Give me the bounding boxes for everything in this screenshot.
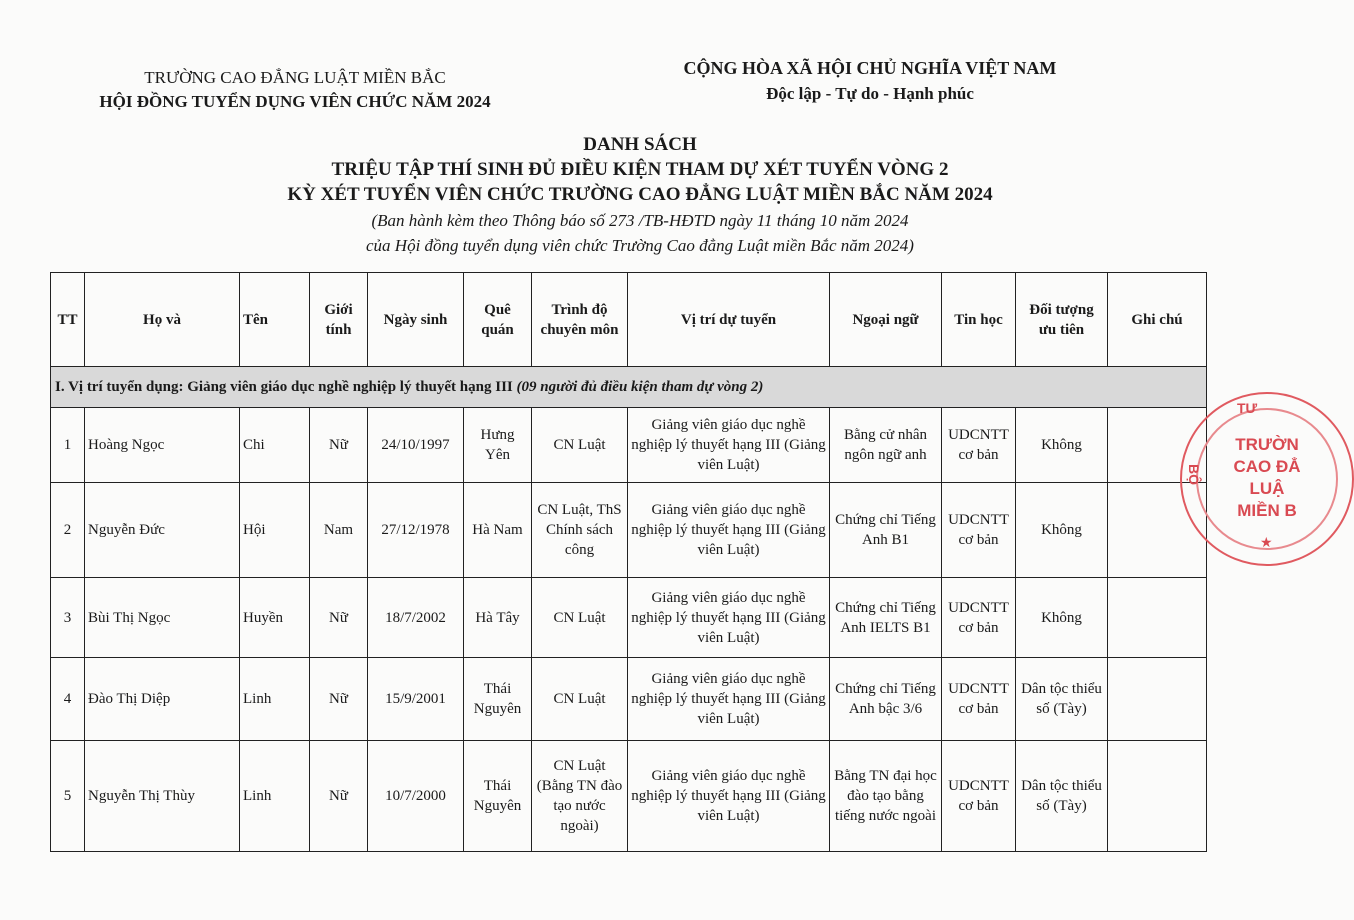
cell-que-quan: Hưng Yên <box>464 408 532 483</box>
table-row <box>51 483 1207 578</box>
cell-ho: Nguyễn Thị Thùy <box>85 741 240 852</box>
cell-tin-hoc: UDCNTT cơ bản <box>942 483 1016 578</box>
cell-gioi-tinh: Nữ <box>310 741 368 852</box>
cell-ghi-chu <box>1108 741 1207 852</box>
cell-ngay-sinh: 18/7/2002 <box>368 578 464 658</box>
cell-vi-tri: Giảng viên giáo dục nghề nghiệp lý thuyết hạng III (Giảng viên Luật) <box>628 483 830 578</box>
subtitle-line-1: (Ban hành kèm theo Thông báo số 273 /TB-HĐTD ngày 11 tháng 10 năm 2024 <box>371 211 909 230</box>
cell-que-quan: Thái Nguyên <box>464 658 532 741</box>
cell-ten: Linh <box>240 741 310 852</box>
title-line-3: KỲ XÉT TUYỂN VIÊN CHỨC TRƯỜNG CAO ĐẲNG LUẬT MIỀN BẮC NĂM 2024 <box>287 184 993 205</box>
cell-tin-hoc: UDCNTT cơ bản <box>942 408 1016 483</box>
cell-tt: 2 <box>51 483 85 578</box>
cell-que-quan: Hà Tây <box>464 578 532 658</box>
cell-uu-tien: Không <box>1016 408 1108 483</box>
cell-tt: 5 <box>51 741 85 852</box>
cell-uu-tien: Dân tộc thiểu số (Tày) <box>1016 741 1108 852</box>
cell-ngay-sinh: 10/7/2000 <box>368 741 464 852</box>
cell-ngoai-ngu: Chứng chỉ Tiếng Anh IELTS B1 <box>830 578 942 658</box>
header-trinh-do: Trình độ chuyên môn <box>532 273 628 367</box>
seal-line-3: LUẬ <box>1249 479 1285 498</box>
cell-que-quan: Thái Nguyên <box>464 741 532 852</box>
cell-ngoai-ngu: Bằng TN đại học đào tạo bằng tiếng nước ngoài <box>830 741 942 852</box>
header-ho: Họ và <box>85 273 240 367</box>
cell-vi-tri: Giảng viên giáo dục nghề nghiệp lý thuyết hạng III (Giảng viên Luật) <box>628 578 830 658</box>
header-tin-hoc: Tin học <box>942 273 1016 367</box>
candidate-table <box>50 272 1207 852</box>
cell-ho: Nguyễn Đức <box>85 483 240 578</box>
cell-ngoai-ngu: Bằng cử nhân ngôn ngữ anh <box>830 408 942 483</box>
title-line-2: TRIỆU TẬP THÍ SINH ĐỦ ĐIỀU KIỆN THAM DỰ XÉT TUYỂN VÒNG 2 <box>331 159 949 180</box>
official-seal <box>1180 392 1354 566</box>
national-header <box>640 56 1100 106</box>
cell-ngay-sinh: 24/10/1997 <box>368 408 464 483</box>
cell-tin-hoc: UDCNTT cơ bản <box>942 578 1016 658</box>
cell-uu-tien: Không <box>1016 578 1108 658</box>
header-ghi-chu: Ghi chú <box>1108 273 1207 367</box>
cell-ngay-sinh: 27/12/1978 <box>368 483 464 578</box>
seal-line-1: TRƯỜN <box>1235 435 1299 454</box>
cell-tin-hoc: UDCNTT cơ bản <box>942 658 1016 741</box>
cell-ghi-chu <box>1108 578 1207 658</box>
seal-star-icon: ★ <box>1260 534 1273 550</box>
seal-arc-side: BỘ <box>1186 464 1202 485</box>
seal-arc-top: TƯ <box>1237 400 1258 416</box>
cell-ho: Bùi Thị Ngọc <box>85 578 240 658</box>
seal-line-2: CAO ĐẲ <box>1233 457 1301 476</box>
cell-uu-tien: Dân tộc thiểu số (Tày) <box>1016 658 1108 741</box>
table-row <box>51 658 1207 741</box>
header-vi-tri: Vị trí dự tuyển <box>628 273 830 367</box>
organization-header <box>60 66 530 114</box>
council-name: HỘI ĐỒNG TUYỂN DỤNG VIÊN CHỨC NĂM 2024 <box>99 92 491 111</box>
cell-ten: Chi <box>240 408 310 483</box>
cell-gioi-tinh: Nữ <box>310 658 368 741</box>
subtitle-line-2: của Hội đồng tuyển dụng viên chức Trường Cao đẳng Luật miền Bắc năm 2024) <box>366 236 914 255</box>
cell-ten: Hội <box>240 483 310 578</box>
header-ngay-sinh: Ngày sinh <box>368 273 464 367</box>
cell-vi-tri: Giảng viên giáo dục nghề nghiệp lý thuyết hạng III (Giảng viên Luật) <box>628 658 830 741</box>
cell-trinh-do: CN Luật, ThS Chính sách công <box>532 483 628 578</box>
cell-tt: 3 <box>51 578 85 658</box>
table-row <box>51 408 1207 483</box>
header-ten: Tên <box>240 273 310 367</box>
national-motto: Độc lập - Tự do - Hạnh phúc <box>766 84 974 103</box>
header-uu-tien: Đối tượng ưu tiên <box>1016 273 1108 367</box>
cell-vi-tri: Giảng viên giáo dục nghề nghiệp lý thuyết hạng III (Giảng viên Luật) <box>628 741 830 852</box>
table-row <box>51 741 1207 852</box>
cell-ho: Đào Thị Diệp <box>85 658 240 741</box>
table-header-row <box>51 273 1207 367</box>
header-tt: TT <box>51 273 85 367</box>
section-cell <box>51 367 1207 408</box>
cell-tt: 4 <box>51 658 85 741</box>
cell-trinh-do: CN Luật <box>532 408 628 483</box>
header-que-quan: Quê quán <box>464 273 532 367</box>
document-subtitle <box>160 208 1120 258</box>
cell-que-quan: Hà Nam <box>464 483 532 578</box>
cell-tin-hoc: UDCNTT cơ bản <box>942 741 1016 852</box>
cell-ten: Huyền <box>240 578 310 658</box>
cell-uu-tien: Không <box>1016 483 1108 578</box>
cell-ten: Linh <box>240 658 310 741</box>
cell-trinh-do: CN Luật (Bằng TN đào tạo nước ngoài) <box>532 741 628 852</box>
document-title <box>160 132 1120 207</box>
cell-ngoai-ngu: Chứng chỉ Tiếng Anh B1 <box>830 483 942 578</box>
header-ngoai-ngu: Ngoại ngữ <box>830 273 942 367</box>
cell-trinh-do: CN Luật <box>532 578 628 658</box>
header-gioi-tinh: Giới tính <box>310 273 368 367</box>
cell-tt: 1 <box>51 408 85 483</box>
cell-ho: Hoàng Ngọc <box>85 408 240 483</box>
cell-ngay-sinh: 15/9/2001 <box>368 658 464 741</box>
cell-gioi-tinh: Nữ <box>310 408 368 483</box>
seal-line-4: MIỀN B <box>1237 501 1297 520</box>
nation-name: CỘNG HÒA XÃ HỘI CHỦ NGHĨA VIỆT NAM <box>683 58 1057 78</box>
cell-trinh-do: CN Luật <box>532 658 628 741</box>
section-row <box>51 367 1207 408</box>
cell-gioi-tinh: Nam <box>310 483 368 578</box>
cell-ghi-chu <box>1108 658 1207 741</box>
section-note: (09 người đủ điều kiện tham dự vòng 2) <box>516 379 764 395</box>
cell-vi-tri: Giảng viên giáo dục nghề nghiệp lý thuyết hạng III (Giảng viên Luật) <box>628 408 830 483</box>
cell-ngoai-ngu: Chứng chỉ Tiếng Anh bậc 3/6 <box>830 658 942 741</box>
cell-gioi-tinh: Nữ <box>310 578 368 658</box>
title-line-1: DANH SÁCH <box>583 134 697 155</box>
seal-text <box>1212 434 1322 522</box>
table-row <box>51 578 1207 658</box>
school-name: TRƯỜNG CAO ĐẲNG LUẬT MIỀN BẮC <box>144 68 446 87</box>
section-label: I. Vị trí tuyển dụng: Giảng viên giáo dục nghề nghiệp lý thuyết hạng III <box>55 379 513 395</box>
